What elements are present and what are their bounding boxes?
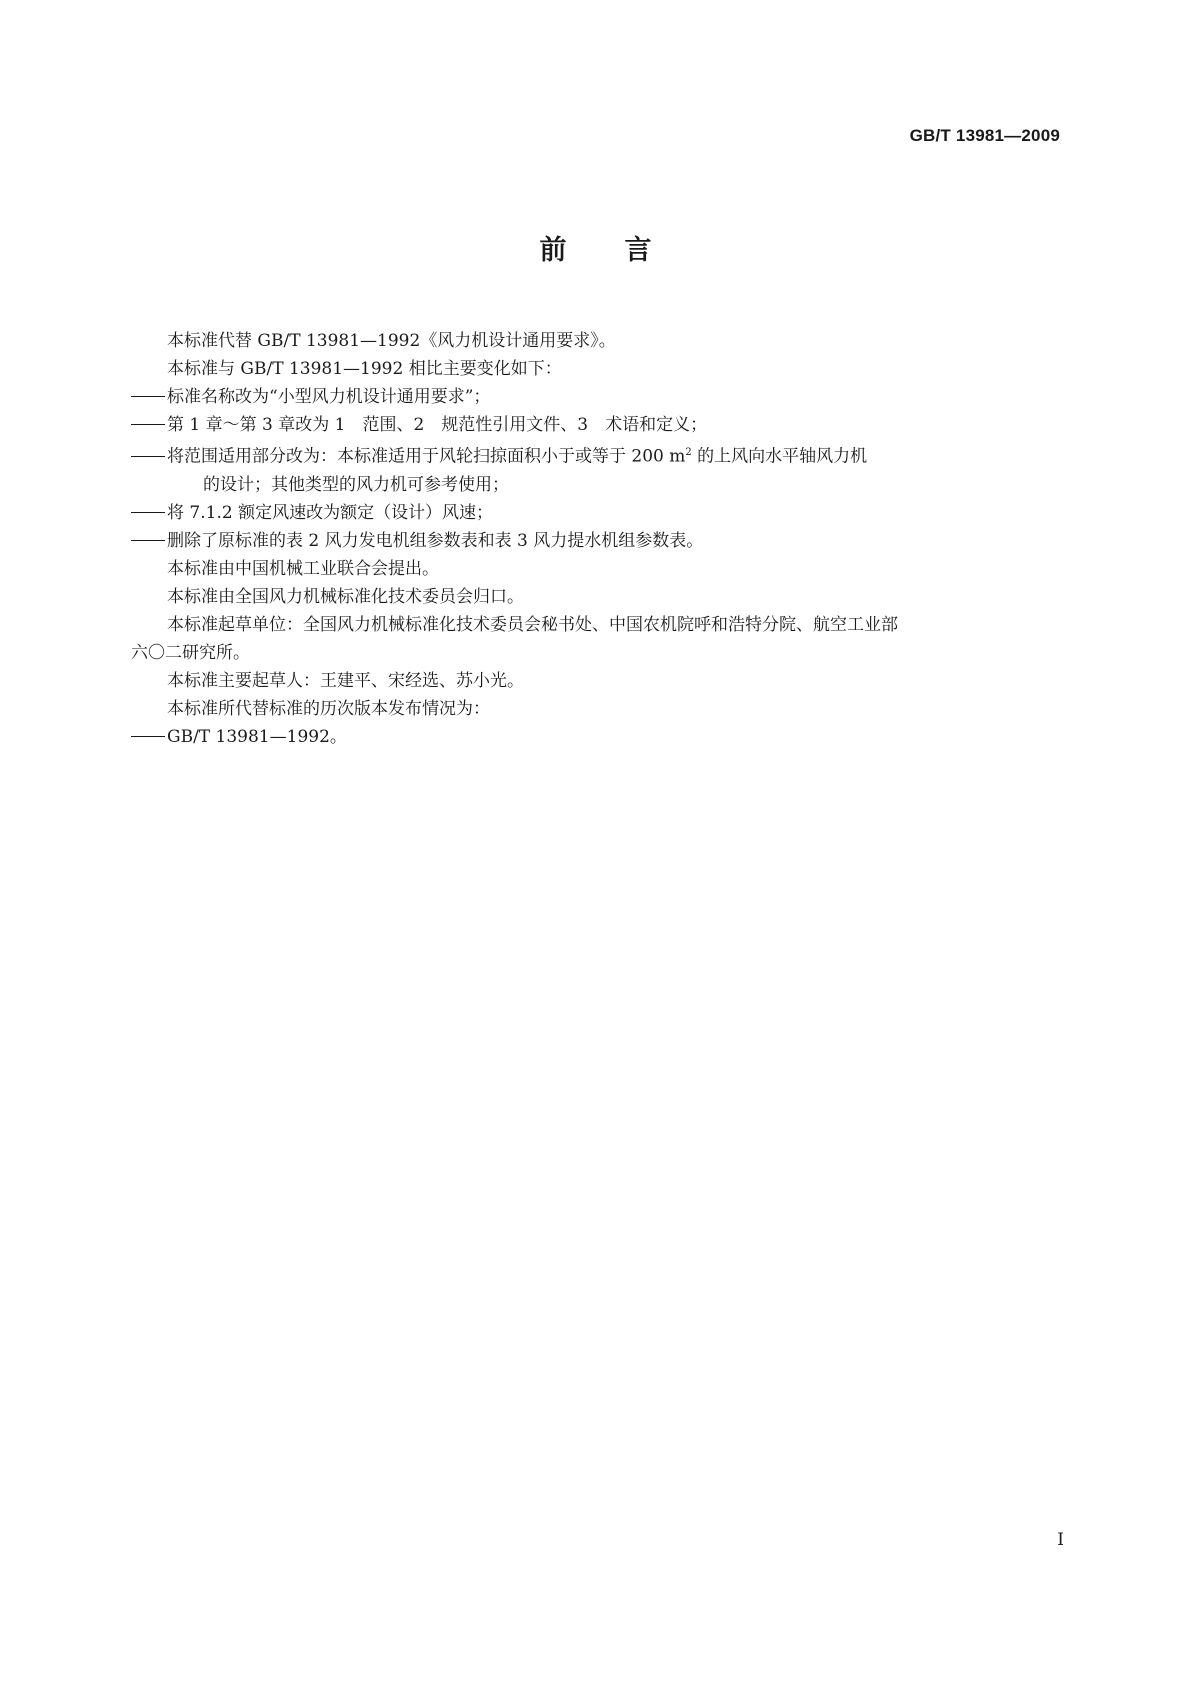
list-item-table-removal (131, 527, 1061, 555)
paragraph-administrator: 本标准由全国风力机械标准化技术委员会归口。 (167, 586, 524, 607)
paragraph-history-intro: 本标准所代替标准的历次版本发布情况为： (167, 698, 490, 719)
paragraph-drafting-units-continuation: 六〇二研究所。 (131, 642, 250, 663)
list-item-scope-change (131, 439, 1061, 471)
paragraph-drafters: 本标准主要起草人：王建平、宋经选、苏小光。 (167, 670, 524, 691)
list-item-text: 的上风向水平轴风力机 (691, 446, 868, 467)
list-item-previous-version (131, 723, 1061, 751)
paragraph-changes-intro: 本标准与 GB/T 13981—1992 相比主要变化如下： (167, 359, 562, 379)
document-code: GB/T 13981—2009 (909, 126, 1060, 145)
list-item-text: GB/T 13981—1992。 (167, 726, 347, 747)
paragraph-proposer: 本标准由中国机械工业联合会提出。 (167, 558, 439, 579)
list-item-continuation: 的设计；其他类型的风力机可参考使用； (203, 474, 509, 495)
list-item-wind-speed-change (131, 499, 1061, 527)
list-item-title-change (131, 383, 1061, 411)
list-item-chapter-change (131, 411, 1061, 439)
list-item-text: 标准名称改为“小型风力机设计通用要求”； (167, 387, 491, 407)
paragraph-drafting-units: 本标准起草单位：全国风力机械标准化技术委员会秘书处、中国农机院呼和浩特分院、航空工业部 (167, 614, 898, 635)
list-item-text: 删除了原标准的表 2 风力发电机组参数表和表 3 风力提水机组参数表。 (167, 530, 704, 551)
superscript: 2 (685, 447, 692, 458)
list-item-text: 将 7.1.2 额定风速改为额定（设计）风速； (167, 502, 494, 523)
page-title: 前言 (539, 235, 710, 266)
foreword-body (131, 327, 1061, 751)
paragraph-replacement: 本标准代替 GB/T 13981—1992《风力机设计通用要求》。 (167, 331, 616, 351)
list-item-text: 将范围适用部分改为：本标准适用于风轮扫掠面积小于或等于 200 m (167, 446, 686, 467)
list-item-text: 第 1 章～第 3 章改为 1 范围、2 规范性引用文件、3 术语和定义； (167, 415, 708, 435)
page-number: I (1057, 1530, 1064, 1550)
